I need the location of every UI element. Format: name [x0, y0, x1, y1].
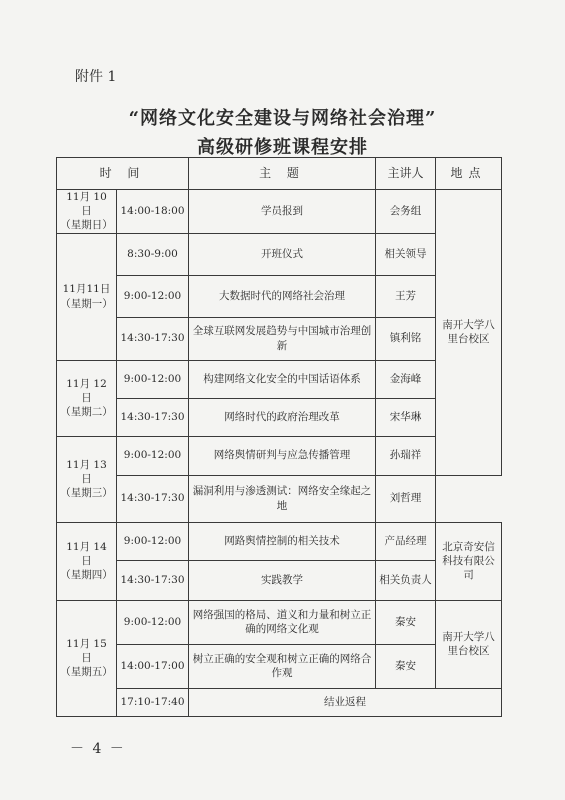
table-row [57, 233, 502, 275]
session-speaker: 会务组 [376, 190, 436, 234]
day-cell [57, 600, 117, 716]
session-time: 14:30-17:30 [117, 398, 189, 436]
session-time: 9:00-12:00 [117, 360, 189, 398]
table-row [57, 522, 502, 560]
session-topic: 大数据时代的网络社会治理 [189, 275, 376, 317]
session-speaker: 孙瑞祥 [376, 436, 436, 475]
header-row [57, 158, 502, 190]
session-topic: 结业返程 [189, 688, 502, 716]
table-row [57, 688, 502, 716]
day-cell [57, 233, 117, 360]
page-number: － 4 － [70, 741, 126, 757]
session-time: 14:00-17:00 [117, 644, 189, 688]
session-topic: 漏洞利用与渗透测试：网络安全缘起之地 [189, 475, 376, 522]
session-time: 14:30-17:30 [117, 475, 189, 522]
session-speaker: 宋华琳 [376, 398, 436, 436]
session-time: 14:30-17:30 [117, 560, 189, 600]
session-time: 9:00-12:00 [117, 436, 189, 475]
day-cell [57, 360, 117, 436]
table-row [57, 644, 502, 688]
day-date: 11月 15 日 [66, 637, 107, 664]
day-cell [57, 190, 117, 234]
session-topic: 构建网络文化安全的中国话语体系 [189, 360, 376, 398]
location-cell: 南开大学八里台校区 [436, 190, 502, 476]
session-topic: 网络舆情研判与应急传播管理 [189, 436, 376, 475]
session-topic: 网路舆情控制的相关技术 [189, 522, 376, 560]
day-date: 11月11日 [62, 283, 111, 296]
session-time: 9:00-12:00 [117, 275, 189, 317]
session-topic: 开班仪式 [189, 233, 376, 275]
session-topic: 网络强国的格局、道义和力量和树立正确的网络文化观 [189, 600, 376, 644]
session-speaker: 镇利铭 [376, 317, 436, 360]
session-time: 14:30-17:30 [117, 317, 189, 360]
header-topic: 主 题 [189, 158, 376, 190]
header-speaker: 主讲人 [376, 158, 436, 190]
session-topic: 网络时代的政府治理改革 [189, 398, 376, 436]
session-topic: 全球互联网发展趋势与中国城市治理创新 [189, 317, 376, 360]
session-speaker: 产品经理 [376, 522, 436, 560]
day-weekday: （星期四） [60, 569, 113, 582]
table-row [57, 190, 502, 234]
table-row [57, 398, 502, 436]
session-speaker: 刘哲理 [376, 475, 436, 522]
table-row [57, 600, 502, 644]
session-speaker: 金海峰 [376, 360, 436, 398]
day-weekday: （星期五） [60, 666, 113, 679]
table-row [57, 475, 502, 522]
session-time: 9:00-12:00 [117, 522, 189, 560]
day-weekday: （星期二） [60, 406, 113, 419]
table-row [57, 275, 502, 317]
attachment-label: 附件 1 [75, 69, 117, 85]
day-cell [57, 522, 117, 600]
session-topic: 学员报到 [189, 190, 376, 234]
session-time: 8:30-9:00 [117, 233, 189, 275]
table-row [57, 360, 502, 398]
session-time: 17:10-17:40 [117, 688, 189, 716]
session-time: 9:00-12:00 [117, 600, 189, 644]
session-topic: 树立正确的安全观和树立正确的网络合作观 [189, 644, 376, 688]
session-speaker: 相关领导 [376, 233, 436, 275]
location-cell: 南开大学八里台校区 [436, 600, 502, 688]
session-speaker: 秦安 [376, 600, 436, 644]
session-speaker: 秦安 [376, 644, 436, 688]
day-cell [57, 436, 117, 522]
session-speaker: 王芳 [376, 275, 436, 317]
table-row [57, 560, 502, 600]
session-time: 14:00-18:00 [117, 190, 189, 234]
page-title: “网络文化安全建设与网络社会治理” [128, 108, 437, 129]
day-date: 11月 13 日 [66, 458, 107, 485]
header-time: 时 间 [57, 158, 189, 190]
table-row [57, 317, 502, 360]
table-row [57, 436, 502, 475]
day-date: 11月 10 日 [66, 191, 107, 218]
day-date: 11月 12 日 [66, 377, 107, 404]
day-weekday: （星期一） [60, 297, 113, 310]
session-topic: 实践教学 [189, 560, 376, 600]
day-date: 11月 14 日 [66, 540, 107, 567]
schedule-table [56, 157, 502, 717]
day-weekday: （星期三） [60, 487, 113, 500]
header-location: 地点 [436, 158, 502, 190]
page-subtitle: 高级研修班课程安排 [197, 137, 368, 158]
location-cell: 北京奇安信科技有限公司 [436, 522, 502, 600]
session-speaker: 相关负责人 [376, 560, 436, 600]
day-weekday: （星期日） [60, 219, 113, 232]
